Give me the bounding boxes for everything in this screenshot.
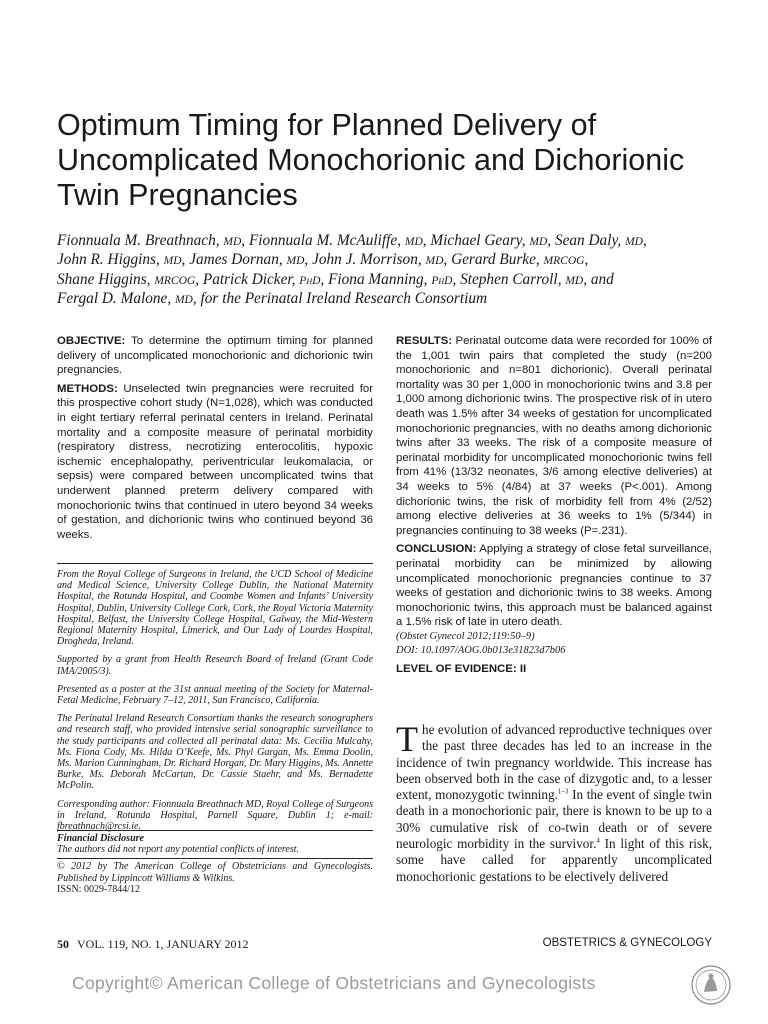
author-credential: MD: [163, 255, 182, 268]
corresponding-author-note: Corresponding author: Fionnuala Breathnach MD, Royal College of Surgeons in Ireland, Rotunda Hospital, Parnell Square, Dublin 1; e-mail: fbreathnach@rcsi.ie.: [57, 798, 373, 833]
results-text: Perinatal outcome data were recorded for 100% of the 1,001 twin pairs that completed the study (n=200 monochorionic and n=801 dichorionic). Overall perinatal mortality was 30 per 1,000 in monochorionic twins and 3.8 per 1,000 among dichorionic twins. The prospective risk of in utero death was 1.5% after 34 weeks of gestation for uncomplicated monochorionic pregnancies, with no deaths among dichorionic twins after 33 weeks. The risk of a composite measure of perinatal morbidity for uncomplicated monochorionic twins fell from 41% (13/32 neonates, 3/6 among elective deliveries) at 34 weeks to 5% (4/84) at 37 weeks (P<.001). Among dichorionic twins, the risk of morbidity fell from 4% (2/52) among elective deliveries at 36 weeks to 1% (5/344) in pregnancies continuing to 38 weeks (P=.231).: [396, 335, 712, 537]
issn: ISSN: 0029-7844/12: [57, 883, 141, 895]
author-name: James Dornan: [189, 251, 279, 269]
footnote-divider: [57, 563, 373, 564]
methods-text: Unselected twin pregnancies were recruited for this prospective cohort study (N=1,028), which was conducted in eight tertiary referral perinatal centers in Ireland. Perinatal mortality and a composite measure of perinatal morbidity (respiratory distress, necrotizing enterocolitis, hypoxic ischemic encephalopathy, periventricular leukomalacia, or sepsis) were compared between uncomplicated twins that underwent planned preterm delivery compared with monochorionic twins that continued in utero beyond 34 weeks of gestation, and dichorionic twins who continued beyond 36 weeks.: [57, 382, 373, 541]
body-text: [396, 719, 712, 885]
author-credential: MD: [404, 236, 423, 248]
conclusion-label: CONCLUSION:: [396, 543, 477, 556]
author-credential: MD: [565, 274, 584, 287]
reference-marker: 4: [596, 836, 600, 845]
disclosure-block: [57, 833, 373, 895]
abstract-left: [57, 334, 373, 542]
intro-text-a: he evolution of advanced reproductive techniques over the past three decades has led to an increase in the incidence of twin pregnancy worldwide. This increase has been observed both in the case of dizygotic and, to a lesser extent, monozygotic twinning.: [396, 722, 712, 803]
author-affiliation-group: for the Perinatal Ireland Research Consortium: [200, 290, 488, 308]
intro-text-c: In light of this risk, some have called for apparently uncomplicated monochorionic gestations to be electively delivered: [396, 836, 712, 884]
author-name: Shane Higgins: [57, 270, 147, 288]
acknowledgement-note: The Perinatal Ireland Research Consortium thanks the research sonographers and research staff, who provided intensive serial sonographic surveillance to the study participants and collected all perinatal data: Ms. Cecilia Mulcahy, Ms. Fiona Cody, Ms. Hilda O’Keefe, Ms. Phyl Gargan, Ms. Emma Doolin, Ms. Marion Cunningham, Dr. Richard Horgan, Dr. Mary Higgins, Ms. Annette Burke, Ms. Deborah McCartan, Dr. Cassie Staehr, and Ms. Bernadette McPolin.: [57, 713, 373, 792]
author-credential: PhD: [431, 274, 453, 287]
author-name: Gerard Burke: [451, 251, 536, 269]
footnotes: [57, 569, 373, 839]
author-name: Fergal D. Malone: [57, 290, 168, 308]
objective-label: OBJECTIVE:: [57, 335, 126, 347]
author-list: Fionnuala M. Breathnach, MD, Fionnuala M. McAuliffe, MD, Michael Geary, MD, Sean Daly, MD, John R. Higgins, MD, James Dornan, MD, John J. Morrison, MD, Gerard Burke, MRCOG, Shane Higgins, MRCOG, Patrick Dicker, PhD, Fiona Manning, PhD, Stephen Carroll, MD, and Fergal D. Malone, MD, for the Perinatal Ireland Research Consortium: [57, 232, 647, 308]
intro-text-b: In the event of single twin death in a monochorionic pair, there is known to be up to a 30% cumulative risk of co-twin death or of severe neurologic morbidity in the survivor.: [396, 787, 712, 852]
article-title: Optimum Timing for Planned Delivery of Uncomplicated Monochorionic and Dichorionic Twin Pregnancies: [57, 108, 685, 212]
author-credential: MD: [425, 255, 444, 268]
copyright-note: © 2012 by The American College of Obstetricians and Gynecologists. Published by Lippincott Williams & Wilkins.: [57, 861, 373, 884]
page-footer-left: [57, 937, 248, 952]
support-note: Supported by a grant from Health Research Board of Ireland (Grant Code IMA/2005/3).: [57, 654, 373, 677]
author-credential: MD: [529, 236, 548, 248]
level-of-evidence: LEVEL OF EVIDENCE: II: [396, 663, 527, 676]
citation: (Obstet Gynecol 2012;119:50–9): [396, 630, 535, 642]
author-name: Fionnuala M. Breathnach: [57, 232, 216, 249]
author-name: Stephen Carroll: [460, 270, 558, 288]
disclosure-divider: [57, 830, 373, 831]
author-credential: MD: [625, 236, 643, 248]
author-credential: MRCOG: [154, 274, 196, 287]
presented-note: Presented as a poster at the 31st annual meeting of the Society for Maternal-Fetal Medicine, February 7–12, 2011, San Francisco, California.: [57, 683, 373, 707]
abstract-conclusion: [396, 542, 712, 630]
copyright-divider: [57, 858, 373, 859]
author-credential: MD: [223, 236, 242, 248]
intro-paragraph: [396, 719, 712, 885]
author-credential: MRCOG: [543, 255, 585, 268]
volume-info: VOL. 119, NO. 1, JANUARY 2012: [77, 937, 249, 951]
abstract-objective: [57, 334, 373, 378]
author-name: John R. Higgins: [57, 251, 156, 269]
results-label: RESULTS:: [396, 335, 453, 347]
author-credential: PhD: [299, 274, 321, 287]
abstract-right: [396, 334, 712, 675]
disclosure-title: Financial Disclosure: [57, 833, 144, 844]
methods-label: METHODS:: [57, 382, 118, 395]
disclosure-text: The authors did not report any potential conflicts of interest.: [57, 844, 300, 856]
author-name: John J. Morrison: [312, 251, 418, 269]
conclusion-text: Applying a strategy of close fetal surveillance, perinatal morbidity can be minimized by allowing uncomplicated monochorionic pregnancies continue to 37 weeks of gestation and dichorionic twins to 38 weeks. Among monochorionic twins, this approach must be balanced against a 1.5% risk of late in utero death.: [396, 543, 712, 629]
author-credential: MD: [174, 294, 193, 307]
author-credential: MD: [286, 255, 305, 268]
page-number: 50: [57, 937, 69, 951]
author-name: Patrick Dicker: [202, 270, 292, 288]
abstract-results: [396, 334, 712, 538]
author-name: Sean Daly: [554, 232, 618, 249]
author-name: Fiona Manning: [328, 270, 424, 288]
doi: DOI: 10.1097/AOG.0b013e31823d7b06: [396, 645, 566, 657]
reference-marker: 1–3: [557, 787, 569, 796]
drop-cap: T: [396, 719, 418, 759]
copyright-watermark: Copyright© American College of Obstetricians and Gynecologists: [72, 973, 596, 993]
journal-name: OBSTETRICS & GYNECOLOGY: [542, 937, 712, 949]
acog-seal-icon: [690, 964, 732, 1006]
author-name: Michael Geary: [430, 232, 522, 249]
objective-text: To determine the optimum timing for planned delivery of uncomplicated monochorionic and dichorionic twin pregnancies.: [57, 335, 373, 377]
author-name: Fionnuala M. McAuliffe: [248, 232, 398, 249]
abstract-methods: [57, 382, 373, 543]
affiliation-note: From the Royal College of Surgeons in Ireland, the UCD School of Medicine and Medical Science, University College Dublin, the National Maternity Hospital, the Rotunda Hospital, and Coombe Women and Infants’ University Hospital, Dublin, University College Cork, Cork, the Royal Victoria Maternity Hospital, Belfast, the University College Hospital, Galway, the Mid-Western Regional Maternity Hospital, Limerick, and Our Lady of Lourdes Hospital, Drogheda, Ireland.: [57, 569, 373, 648]
